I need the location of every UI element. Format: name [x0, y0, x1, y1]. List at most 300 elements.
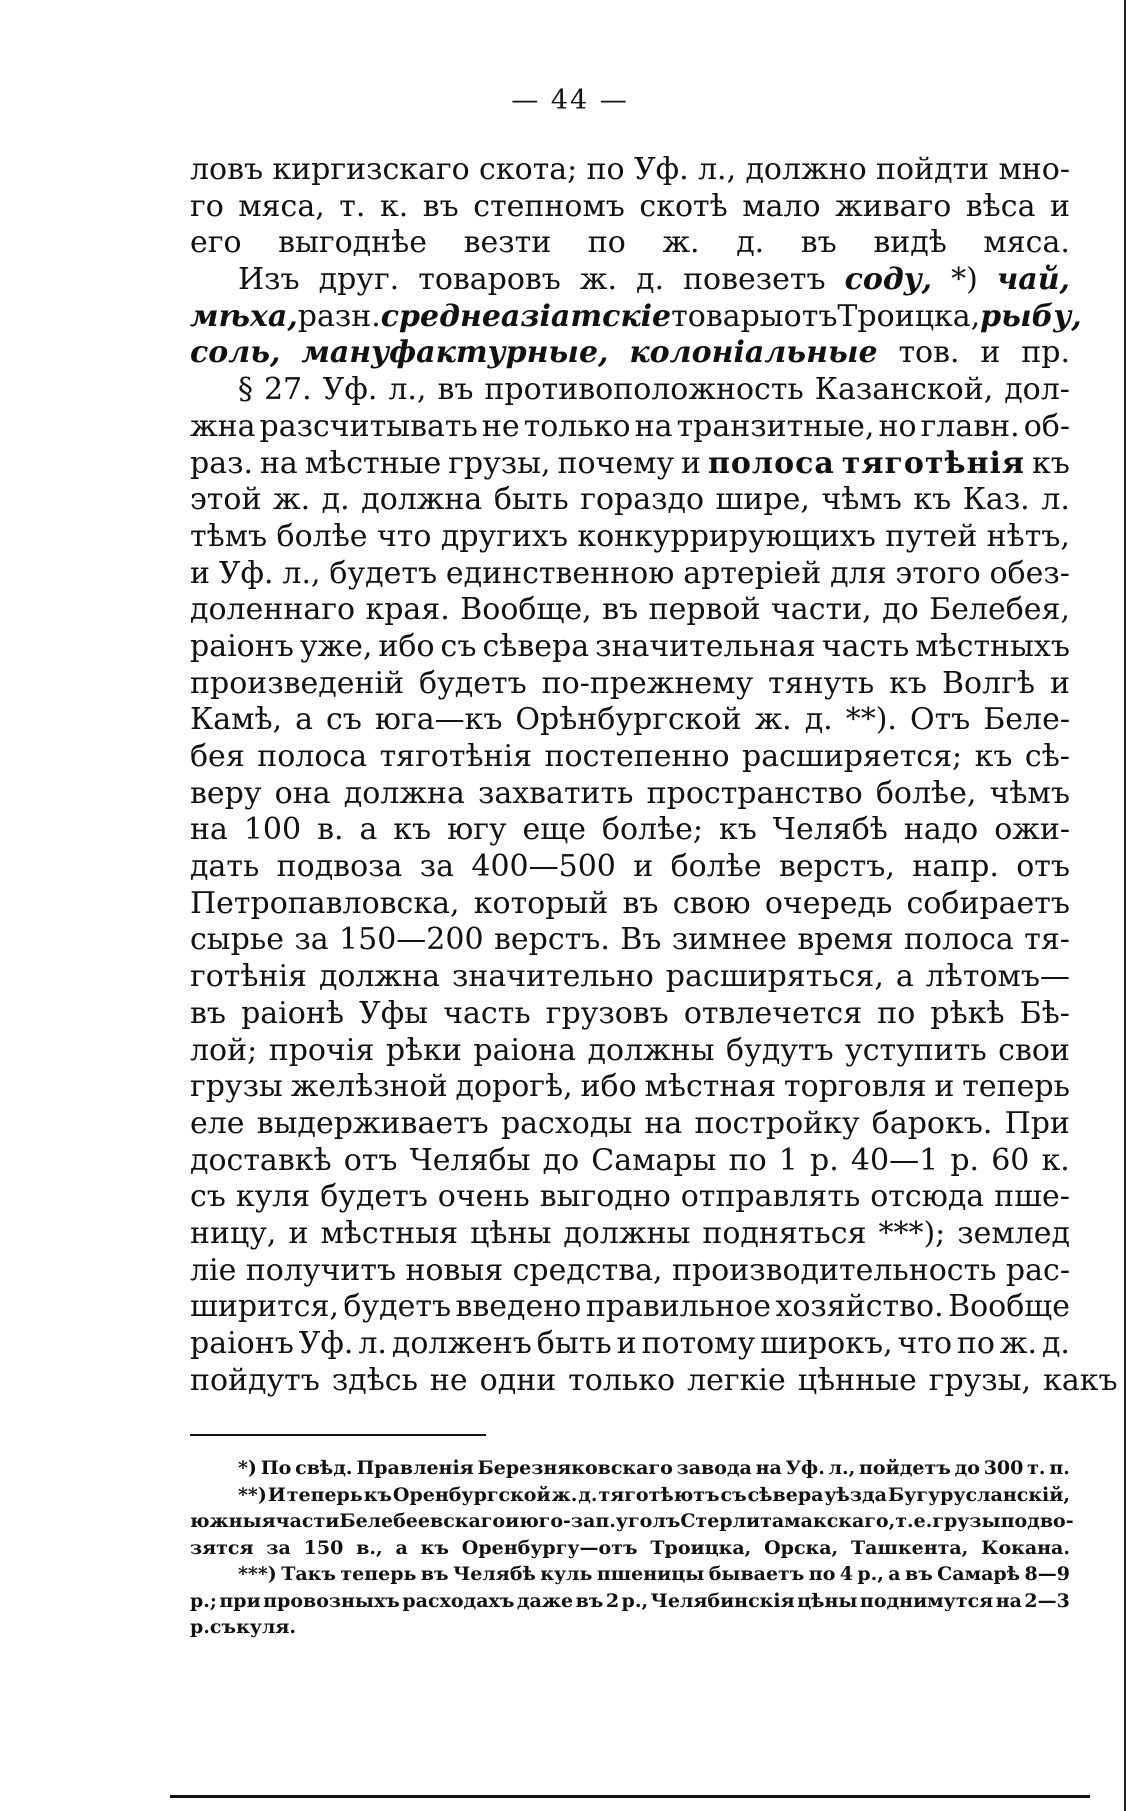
body-line	[190, 739, 1070, 776]
footnote-word: *)	[238, 1457, 257, 1479]
body-word: Петропавловска,	[190, 885, 460, 921]
footnote-word: р.,	[857, 1563, 884, 1585]
body-word: артеріей	[683, 555, 822, 591]
body-line	[190, 225, 1070, 262]
body-word: мѣстныхъ	[915, 628, 1070, 664]
body-word: должна	[361, 482, 483, 518]
footnote-word: т.	[895, 1510, 914, 1532]
body-word: раіонъ	[190, 628, 294, 664]
body-word: бея	[190, 739, 245, 774]
footnote-line	[190, 1482, 1070, 1509]
body-line	[190, 1033, 1070, 1070]
body-word: по	[586, 152, 625, 187]
body-word: сѣ-	[1024, 739, 1070, 774]
body-word: товаровъ	[418, 262, 561, 298]
body-word: раіона	[473, 1032, 576, 1068]
body-word: теперь	[962, 1069, 1070, 1105]
body-word: ж.	[662, 225, 700, 261]
body-word: ліе	[190, 1252, 237, 1288]
body-word: ширится,	[190, 1289, 339, 1325]
footnote-word: 2—3	[1024, 1589, 1070, 1612]
footnote-word: тяготѣютъ	[598, 1483, 720, 1506]
body-line	[190, 1362, 1118, 1400]
body-word: д.	[636, 262, 665, 298]
body-word: куля	[235, 1179, 311, 1215]
footnote-word: л.,	[828, 1457, 856, 1479]
footnote-word: 300	[983, 1457, 1024, 1479]
body-word: расширяется;	[742, 739, 963, 774]
body-word: для	[830, 555, 887, 591]
body-word: на	[644, 1105, 683, 1141]
body-word: части,	[770, 592, 872, 628]
footnote-word: И	[267, 1483, 286, 1506]
body-word: пространство	[646, 775, 863, 811]
body-line	[190, 1106, 1070, 1143]
body-word: будетъ	[343, 1289, 452, 1325]
footnote-word: завода	[676, 1457, 752, 1479]
body-word: свою	[672, 885, 751, 921]
body-word: къ	[719, 812, 757, 848]
body-word: болѣе	[670, 849, 762, 885]
body-word: отъ	[783, 298, 838, 334]
body-word: по-прежнему	[541, 665, 754, 701]
body-word: Волгѣ	[941, 665, 1035, 701]
body-word: грузы,	[448, 445, 551, 481]
footnote-line	[190, 1588, 1070, 1615]
body-word: значительная	[595, 628, 816, 664]
body-word: быть	[536, 1326, 612, 1361]
body-word: за	[294, 922, 329, 958]
body-word: везти	[463, 225, 552, 261]
body-word: гораздо	[580, 482, 704, 518]
body-word: въ	[622, 885, 659, 921]
body-word: напр.	[912, 849, 999, 885]
body-word: въ	[437, 372, 474, 408]
body-word: Беле-	[983, 702, 1070, 738]
body-line	[190, 812, 1070, 849]
footnote-word: Орска,	[764, 1536, 839, 1559]
footnote-word: съ	[209, 1616, 237, 1638]
body-word: ж.	[579, 262, 618, 298]
body-word: надо	[903, 812, 979, 848]
footnote-word: куль	[540, 1563, 593, 1585]
body-word: тяготѣнія	[841, 445, 1026, 481]
footnote-word: и	[505, 1510, 520, 1532]
body-word: в.	[317, 812, 344, 848]
footnote-word: п.	[1049, 1457, 1070, 1479]
body-word: конкуррирующихъ	[577, 518, 876, 554]
body-word: к.	[379, 188, 409, 224]
body-word: Каз.	[962, 482, 1030, 518]
body-word: л.,	[388, 372, 427, 408]
body-line	[190, 409, 1070, 446]
footnote-word: цѣны	[797, 1589, 858, 1612]
body-word: въ	[800, 225, 837, 261]
body-word: вѣса	[965, 188, 1036, 224]
body-word: Уф.	[218, 555, 274, 591]
body-word: отъ	[1016, 849, 1070, 885]
body-word: тѣмъ	[190, 518, 268, 554]
body-line	[190, 556, 1070, 593]
footnote-word: в.,	[356, 1536, 383, 1559]
body-word: и	[980, 335, 1001, 371]
body-word: а	[295, 702, 313, 738]
body-word: ожи-	[994, 812, 1070, 848]
body-word: тянуть	[768, 665, 875, 701]
body-word: тя-	[1024, 922, 1070, 958]
footnote-word: Бугурусланскій,	[887, 1483, 1070, 1506]
body-word: мало	[742, 188, 821, 224]
body-word: должна	[318, 959, 441, 995]
body-word: очередь	[764, 885, 893, 921]
body-word: къ	[974, 739, 1013, 774]
body-word: мно-	[998, 152, 1070, 187]
body-word: отвлечется	[683, 995, 863, 1031]
footnote-word: Троицка,	[650, 1536, 752, 1559]
body-word: по	[956, 1326, 995, 1361]
body-word: что	[376, 518, 432, 554]
footnote-word: грузы	[932, 1510, 1001, 1532]
footnote-word: къ	[363, 1483, 392, 1506]
body-word: рѣки	[385, 1032, 462, 1068]
body-word: Троицка,	[837, 298, 981, 334]
body-word: получитъ	[245, 1252, 397, 1288]
body-word: Камѣ,	[190, 702, 283, 738]
footnote-word: провозныхъ	[263, 1589, 400, 1612]
footnote-word: р.;	[190, 1589, 217, 1612]
body-word: болѣе,	[875, 775, 977, 811]
body-word: только	[568, 1362, 676, 1398]
body-line	[190, 335, 1070, 372]
body-word: должны	[563, 1215, 691, 1251]
body-word: жна	[190, 408, 256, 444]
body-word: а	[895, 959, 914, 995]
footnote-word: Челябѣ	[452, 1563, 536, 1585]
body-word: верстъ.	[493, 922, 610, 958]
body-word: почему	[557, 445, 675, 481]
body-word: и	[681, 445, 702, 481]
footnote-word: По	[260, 1457, 292, 1479]
footnote-word: по	[808, 1563, 836, 1585]
body-line	[190, 1289, 1070, 1326]
body-word: должна	[343, 775, 465, 811]
body-word: **).	[845, 702, 897, 738]
body-word: мѣстная	[644, 1069, 777, 1105]
body-word: подняться	[702, 1215, 867, 1251]
body-word: об-	[1023, 408, 1070, 444]
footnote-word: ж.	[551, 1483, 578, 1506]
footnote-word: теперь	[340, 1563, 417, 1585]
body-word: среднеазіатскіе	[380, 298, 672, 334]
footnote-word: ***)	[238, 1563, 277, 1585]
body-word: раз.	[190, 445, 253, 481]
footnote-line	[190, 1455, 1070, 1482]
body-word: будутъ	[726, 1032, 834, 1068]
body-word: Бѣ-	[1019, 995, 1070, 1031]
body-line	[190, 849, 1070, 886]
footnote-word: за	[266, 1536, 291, 1559]
body-word: и	[616, 1326, 637, 1361]
body-line	[190, 776, 1070, 813]
footnote-word: части	[275, 1510, 340, 1532]
body-word: отъ	[343, 1142, 398, 1178]
body-word: собираетъ	[906, 885, 1070, 921]
footnote-word: на	[755, 1457, 782, 1479]
body-word: въ	[190, 995, 226, 1031]
body-word: какъ	[1043, 1362, 1118, 1398]
body-word: расходы	[500, 1105, 633, 1141]
body-word: 1	[778, 1142, 798, 1178]
body-line	[190, 372, 1070, 409]
footnote-line	[190, 1614, 1070, 1641]
body-word: должно	[745, 152, 867, 187]
footnote-word: поднимутся	[859, 1589, 994, 1612]
body-line	[190, 666, 1070, 703]
body-word: выдерживаетъ	[256, 1105, 489, 1141]
body-word: *)	[951, 262, 978, 298]
body-word: полоса	[903, 922, 1014, 958]
body-word: будетъ	[419, 665, 527, 701]
footnote-word: бываетъ	[708, 1563, 805, 1585]
body-line	[190, 959, 1070, 996]
footnote-word: а	[888, 1563, 901, 1585]
body-line	[190, 262, 1070, 299]
footnote-word: свѣд.	[295, 1457, 353, 1479]
body-line	[190, 519, 1070, 556]
body-word: съ	[190, 1179, 226, 1215]
body-word: захватить	[478, 775, 634, 811]
body-word: чѣмъ	[821, 482, 902, 518]
body-word: ибо	[378, 628, 435, 664]
body-word: время	[797, 922, 894, 958]
footnote-word: 2	[605, 1589, 620, 1612]
body-word: дорогѣ,	[455, 1069, 573, 1105]
body-word: по	[877, 995, 916, 1031]
footnote-word: при	[219, 1589, 261, 1612]
body-word: къ	[393, 812, 432, 848]
body-word: пойдти	[876, 152, 990, 187]
body-word: Белебея,	[929, 592, 1070, 628]
body-word: р.	[810, 1142, 839, 1178]
footnote-word: Оренбургу—отъ	[461, 1536, 638, 1559]
body-line	[190, 482, 1070, 519]
body-word: ж.	[754, 702, 792, 738]
body-word: т.	[339, 188, 366, 224]
body-word: и	[190, 555, 210, 591]
body-word: только	[523, 408, 631, 444]
body-word: скотѣ	[639, 188, 728, 224]
footnote-word: Оренбургской	[392, 1483, 551, 1506]
footnote-word: Березняковскаго	[477, 1457, 673, 1479]
body-word: къ	[913, 482, 952, 518]
body-word: часть	[443, 995, 531, 1031]
body-word: Челябы	[409, 1142, 531, 1178]
body-word: мяса,	[238, 188, 325, 224]
footnote-word: Самарѣ	[937, 1563, 1021, 1585]
body-word: и	[1049, 188, 1070, 224]
body-word: го	[190, 188, 224, 224]
footnote-word: пойдетъ	[859, 1457, 951, 1479]
body-word: к.	[1041, 1142, 1070, 1178]
body-word: грузы	[190, 1069, 283, 1105]
body-word: шире,	[715, 482, 810, 518]
body-word: цѣны	[470, 1215, 552, 1251]
body-word: до	[542, 1142, 580, 1178]
body-word: будетъ	[329, 555, 438, 591]
body-word: съ	[325, 702, 362, 738]
body-word: средства,	[512, 1252, 663, 1288]
body-word: л.,	[697, 152, 737, 187]
body-word: Казанской,	[814, 372, 994, 408]
body-word: доставкѣ	[190, 1142, 332, 1178]
page-edge	[1124, 0, 1126, 1811]
body-word: на	[634, 408, 673, 444]
body-word: отсюда	[870, 1179, 985, 1215]
body-word: а	[359, 812, 378, 848]
body-word: этого	[895, 555, 981, 591]
body-word: рѣкѣ	[930, 995, 1005, 1031]
body-word: часть	[821, 628, 910, 664]
body-word: не	[429, 1362, 468, 1398]
body-text	[190, 152, 1118, 1399]
body-word: этой	[190, 482, 262, 518]
body-word: повезетъ	[683, 262, 826, 298]
body-line	[190, 1143, 1070, 1180]
body-word: значительно	[451, 959, 654, 995]
body-word: зимнее	[671, 922, 788, 958]
body-word: пше-	[994, 1179, 1070, 1215]
body-word: произведеній	[190, 665, 405, 701]
body-word: сырье	[190, 922, 284, 958]
footnote-word: въ	[905, 1563, 933, 1585]
body-word: расширяться,	[665, 959, 884, 995]
body-line	[190, 1216, 1070, 1253]
body-line	[190, 1326, 1070, 1363]
body-line	[190, 298, 1082, 336]
footnote-line	[190, 1535, 1070, 1562]
footnote-word: теперь	[286, 1483, 363, 1506]
body-word: она	[274, 775, 331, 811]
footnote-word: южныя	[190, 1510, 276, 1532]
footnote-word: т.	[1027, 1457, 1046, 1479]
body-word: лой;	[190, 1032, 258, 1068]
body-word: 100	[243, 812, 302, 848]
body-word: легкіе	[687, 1362, 786, 1398]
body-word: отправлять	[680, 1179, 861, 1215]
body-word: первой	[648, 592, 761, 628]
body-word: постепенно	[544, 739, 730, 774]
body-word: рыбу,	[980, 298, 1082, 334]
body-word: Отъ	[909, 702, 971, 738]
body-word: Въ	[620, 922, 662, 958]
footnote-word: даже	[516, 1589, 574, 1612]
footnote-word: уѣзда	[824, 1483, 887, 1506]
body-word: 60	[991, 1142, 1030, 1178]
body-word: д.	[804, 702, 833, 738]
body-word: пойдутъ	[190, 1362, 320, 1398]
body-word: 400—500	[471, 849, 616, 885]
body-word: раіонѣ	[241, 995, 344, 1031]
body-word: и	[1049, 665, 1070, 701]
footnote-line	[190, 1561, 1070, 1588]
body-word: постройку	[694, 1105, 860, 1141]
body-word: быть	[493, 482, 569, 518]
footnote-word: сѣвера	[747, 1483, 824, 1506]
body-word: 40—1	[850, 1142, 939, 1178]
body-word: должны	[587, 1032, 715, 1068]
body-word: соль,	[190, 335, 281, 371]
footnote-word: р.	[190, 1616, 210, 1638]
body-word: одни	[479, 1362, 557, 1398]
body-word: доленнаго	[190, 592, 355, 628]
body-word: видѣ	[873, 225, 947, 261]
body-word: выгоднѣе	[278, 225, 427, 261]
body-word: лѣтомъ—	[925, 959, 1070, 995]
body-word: д.	[736, 225, 765, 261]
body-word: противоположность	[484, 372, 804, 408]
body-word: ж.	[999, 1326, 1038, 1361]
body-word: введено	[455, 1289, 582, 1325]
body-word: не	[481, 408, 520, 444]
body-word: ницу,	[190, 1215, 277, 1251]
body-word: широкъ,	[760, 1326, 893, 1361]
body-word: сѣвера	[482, 628, 590, 664]
body-word: д.	[1041, 1326, 1070, 1361]
body-word: барокъ.	[871, 1105, 993, 1141]
body-word: мануфактурные,	[301, 335, 609, 371]
body-word: рас-	[1005, 1252, 1070, 1288]
body-word: который	[473, 885, 609, 921]
body-word: л.,	[282, 555, 321, 591]
body-word: землед	[957, 1215, 1070, 1251]
body-word: производительность	[671, 1252, 997, 1288]
body-word: здѣсь	[331, 1362, 418, 1398]
footnote-word: Ташкента,	[851, 1536, 969, 1559]
body-word: еле	[190, 1105, 245, 1141]
body-word: чѣмъ	[989, 775, 1070, 811]
body-word: въ	[422, 188, 459, 224]
body-line	[190, 1069, 1070, 1106]
body-word: Уф.	[298, 1326, 354, 1361]
footnote-word: юго-зап.	[519, 1510, 616, 1532]
body-word: югу	[447, 812, 507, 848]
body-word: на	[259, 445, 298, 481]
footnote-word: е.	[913, 1510, 933, 1532]
body-word: Орѣнбургской	[515, 702, 742, 738]
body-word: съ	[440, 628, 477, 664]
body-word: до	[882, 592, 919, 628]
body-word: разн.	[297, 298, 381, 334]
body-word: скота;	[479, 152, 578, 187]
footnote-word: куля.	[236, 1616, 296, 1638]
body-word: мѣха,	[190, 298, 298, 334]
body-word: товары	[671, 298, 784, 334]
body-word: дать	[190, 849, 260, 885]
body-word: Уф.	[322, 372, 378, 408]
body-word: верстъ,	[779, 849, 895, 885]
body-line	[190, 886, 1070, 923]
body-line	[190, 922, 1070, 959]
body-word: степномъ	[473, 188, 625, 224]
body-word: еще	[522, 812, 586, 848]
footnote-line	[190, 1508, 1074, 1535]
body-word: хозяйство.	[775, 1289, 944, 1325]
body-word: тяготѣнія	[379, 739, 533, 774]
footnote-word: зятся	[190, 1536, 254, 1559]
body-word: уже,	[299, 628, 373, 664]
body-word: выгодно	[539, 1179, 671, 1215]
body-word: полоса	[707, 445, 835, 481]
